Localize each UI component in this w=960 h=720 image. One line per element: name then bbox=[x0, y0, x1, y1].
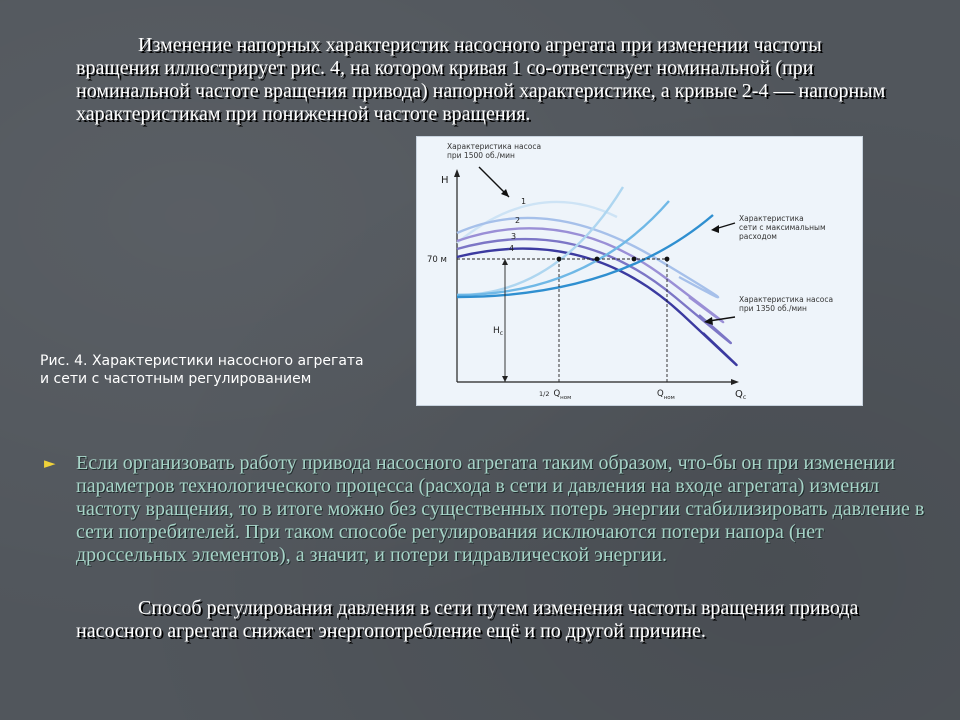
label-network-line1: Характеристика bbox=[739, 214, 804, 223]
x-axis-label: $Q_с$ bbox=[735, 389, 747, 401]
hc-arrow-bottom bbox=[502, 376, 508, 382]
hc-arrow-top bbox=[502, 259, 508, 265]
operating-point-2 bbox=[595, 257, 600, 262]
triangle-bullet-icon: ► bbox=[44, 454, 56, 472]
curve-label-4: 4 bbox=[509, 244, 515, 253]
curve-label-2: 2 bbox=[515, 216, 521, 225]
operating-point-4 bbox=[665, 257, 670, 262]
figure-caption-line1: Рис. 4. Характеристики насосного агрегата bbox=[40, 353, 364, 369]
label-network-line3: расходом bbox=[739, 232, 777, 241]
curve-label-3: 3 bbox=[511, 232, 517, 241]
half-qnom-label: 1/2 $Q_{ном}$ bbox=[539, 389, 572, 401]
x-axis-arrow bbox=[731, 379, 739, 385]
figure-pump-characteristics bbox=[416, 136, 863, 406]
label-pump-1350-line2: при 1350 об./мин bbox=[739, 304, 807, 313]
pump-curve-1 bbox=[457, 202, 617, 243]
qnom-label: $Q_{ном}$ bbox=[657, 389, 675, 401]
operating-point-1 bbox=[557, 257, 562, 262]
y-axis-label: H bbox=[441, 175, 449, 186]
y-axis-arrow bbox=[454, 169, 460, 177]
intro-paragraph: Изменение напорных характеристик насосного агрегата при изменении частоты вращения иллюстрирует рис. 4, на котором кривая 1 со-ответствует номинальной (при номинальной частоте вращения привода) напорной характеристике, а кривые 2-4 — напорным характеристикам при пониженной частоте вращения. bbox=[76, 34, 886, 125]
label-pump-1350-line1: Характеристика насоса bbox=[739, 295, 834, 304]
label-pump-1500-line1: Характеристика насоса bbox=[447, 142, 542, 151]
closing-paragraph: Способ регулирования давления в сети путем изменения частоты вращения привода насосного агрегата снижает энергопотребление ещё и по другой причине. bbox=[76, 597, 859, 642]
pointer-network-head bbox=[711, 225, 719, 233]
figure-caption-line2: и сети с частотным регулированием bbox=[40, 371, 312, 387]
label-network-line2: сети с максимальным bbox=[739, 223, 826, 232]
pump-curve-5 bbox=[457, 249, 737, 365]
hc-label: $H_с$ bbox=[493, 326, 504, 337]
figure-diagram bbox=[417, 137, 862, 405]
level-70-label: 70 м bbox=[427, 255, 447, 265]
figure-caption bbox=[40, 352, 410, 388]
operating-point-3 bbox=[632, 257, 637, 262]
curve-label-1: 1 bbox=[521, 197, 527, 206]
bullet-paragraph: Если организовать работу привода насосного агрегата таким образом, что-бы он при изменении параметров технологического процесса (расхода в сети и давления на входе агрегата) изменял частоту вращения, то в итоге можно без существенных потерь энергии стабилизировать давление в сети потребителей. При таком способе регулирования исключаются потери напора (нет дроссельных элементов), а значит, и потери гидравлической энергии. bbox=[76, 452, 925, 566]
label-pump-1500-line2: при 1500 об./мин bbox=[447, 151, 515, 160]
